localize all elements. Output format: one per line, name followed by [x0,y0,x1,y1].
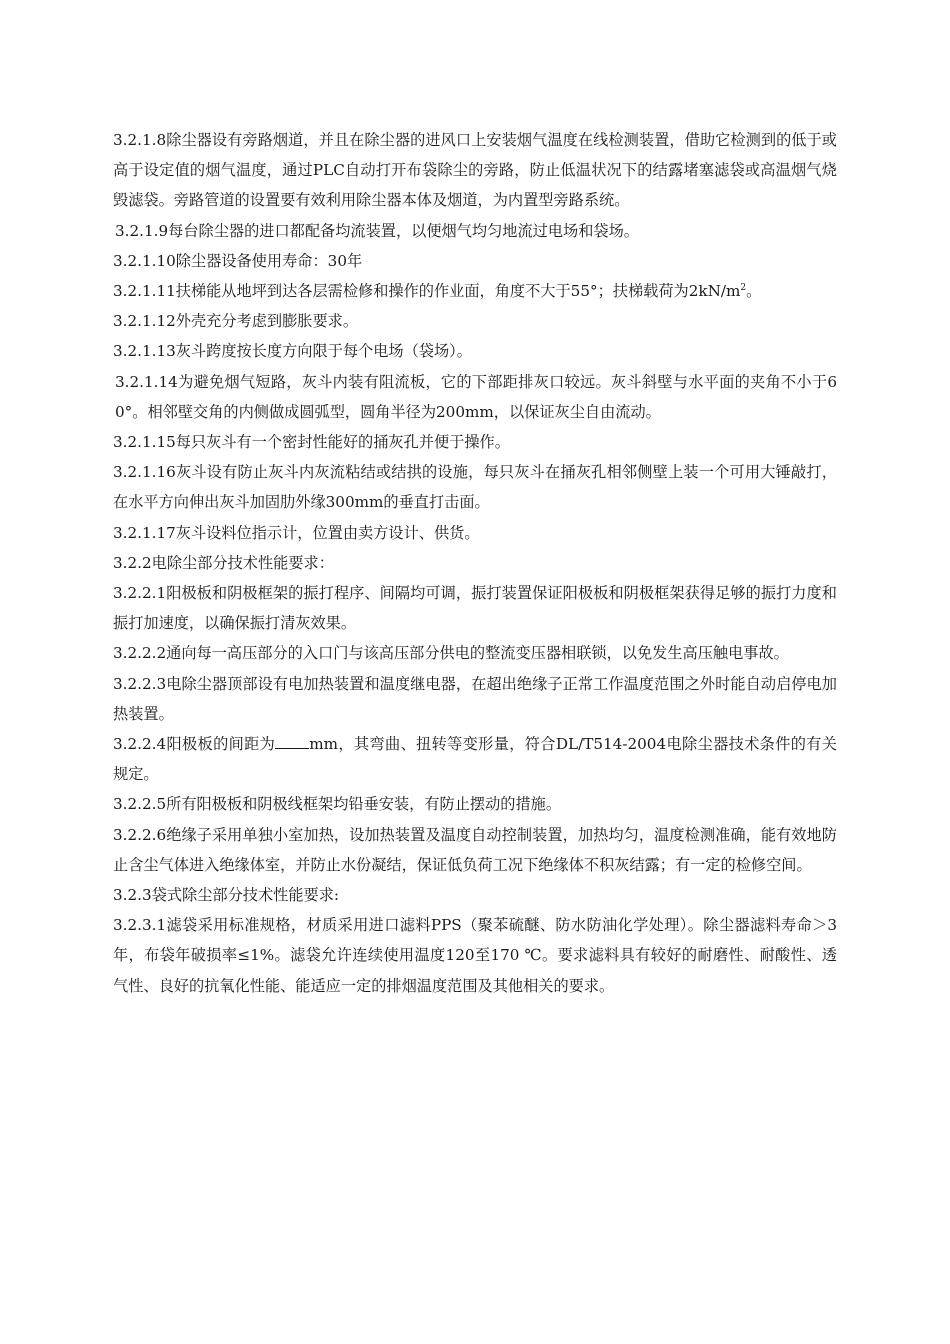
paragraph-3-2-1-8: 3.2.1.8除尘器设有旁路烟道，并且在除尘器的进风口上安装烟气温度在线检测装置，借助它检测到的低于或高于设定值的烟气温度，通过PLC自动打开布袋除尘的旁路，防止低温状况下的结露堵塞滤袋或高温烟气烧毁滤袋。旁路管道的设置要有效利用除尘器本体及烟道，为内置型旁路系统。 [113,131,837,210]
document-body [113,125,837,1001]
paragraph-3-2-2-1: 3.2.2.1阳极板和阴极框架的振打程序、间隔均可调，振打装置保证阳极板和阴极框架获得足够的振打力度和振打加速度，以确保振打清灰效果。 [113,584,837,633]
unit-superscript: 2 [740,282,747,293]
paragraph-3-2-1-16: 3.2.1.16灰斗设有防止灰斗内灰流粘结或结拱的设施，每只灰斗在捅灰孔相邻侧壁上装一个可用大锤敲打，在水平方向伸出灰斗加固肋外缘300mm的垂直打击面。 [113,463,837,512]
paragraph-3-2-1-11-text: 3.2.1.11扶梯能从地坪到达各层需检修和操作的作业面，角度不大于55°；扶梯载荷为2kN/m [113,282,741,301]
paragraph-3-2-2-4-before: 3.2.2.4阳极板的间距为 [113,735,276,754]
paragraph-3-2-2-4 [113,729,837,789]
paragraph-3-2-1-12: 3.2.1.12外壳充分考虑到膨胀要求。 [113,312,359,331]
paragraph-3-2-1-13: 3.2.1.13灰斗跨度按长度方向限于每个电场（袋场）。 [113,342,472,361]
heading-3-2-3: 3.2.3袋式除尘部分技术性能要求: [113,886,340,905]
paragraph-3-2-1-11-tail: 。 [746,282,762,301]
paragraph-3-2-1-10: 3.2.1.10除尘器设备使用寿命：30年 [113,251,363,270]
paragraph-3-2-1-9: 3.2.1.9每台除尘器的进口都配备均流装置，以便烟气均匀地流过电场和袋场。 [115,221,639,240]
fill-in-blank [275,734,309,749]
heading-3-2-2: 3.2.2电除尘部分技术性能要求： [113,553,334,572]
paragraph-3-2-2-4-after: mm，其弯曲、扭转等变形量，符合DL/T514-2004电除尘器技术条件的有关规定。 [113,735,837,784]
paragraph-3-2-2-6: 3.2.2.6绝缘子采用单独小室加热，设加热装置及温度自动控制装置，加热均匀，温度检测准确，能有效地防止含尘气体进入绝缘体室，并防止水份凝结，保证低负荷工况下绝缘体不积灰结露；有一定的检修空间。 [113,825,837,874]
paragraph-3-2-2-2: 3.2.2.2通向每一高压部分的入口门与该高压部分供电的整流变压器相联锁，以免发生高压触电事故。 [113,644,789,663]
paragraph-3-2-1-11 [113,276,837,306]
paragraph-3-2-1-17: 3.2.1.17灰斗设料位指示计，位置由卖方设计、供货。 [113,523,480,542]
paragraph-3-2-2-5: 3.2.2.5所有阳极板和阴极线框架均铅垂安装，有防止摆动的措施。 [113,795,562,814]
paragraph-3-2-2-3: 3.2.2.3电除尘器顶部设有电加热装置和温度继电器，在超出绝缘子正常工作温度范围之外时能自动启停电加热装置。 [113,674,837,723]
paragraph-3-2-3-1: 3.2.3.1滤袋采用标准规格，材质采用进口滤料PPS（聚苯硫醚、防水防油化学处理）。除尘器滤料寿命＞3年，布袋年破损率≤1%。滤袋允许连续使用温度120至170 ℃。要求滤料具有较好的耐磨性、耐酸性、透气性、良好的抗氧化性能、能适应一定的排烟温度范围及其他相关的要求。 [113,916,837,995]
paragraph-3-2-1-15: 3.2.1.15每只灰斗有一个密封性能好的捅灰孔并便于操作。 [113,433,510,452]
paragraph-3-2-1-14: 3.2.1.14为避免烟气短路，灰斗内装有阻流板，它的下部距排灰口较远。灰斗斜壁与水平面的夹角不小于60°。相邻壁交角的内侧做成圆弧型，圆角半径为200mm，以保证灰尘自由流动。 [115,372,837,421]
